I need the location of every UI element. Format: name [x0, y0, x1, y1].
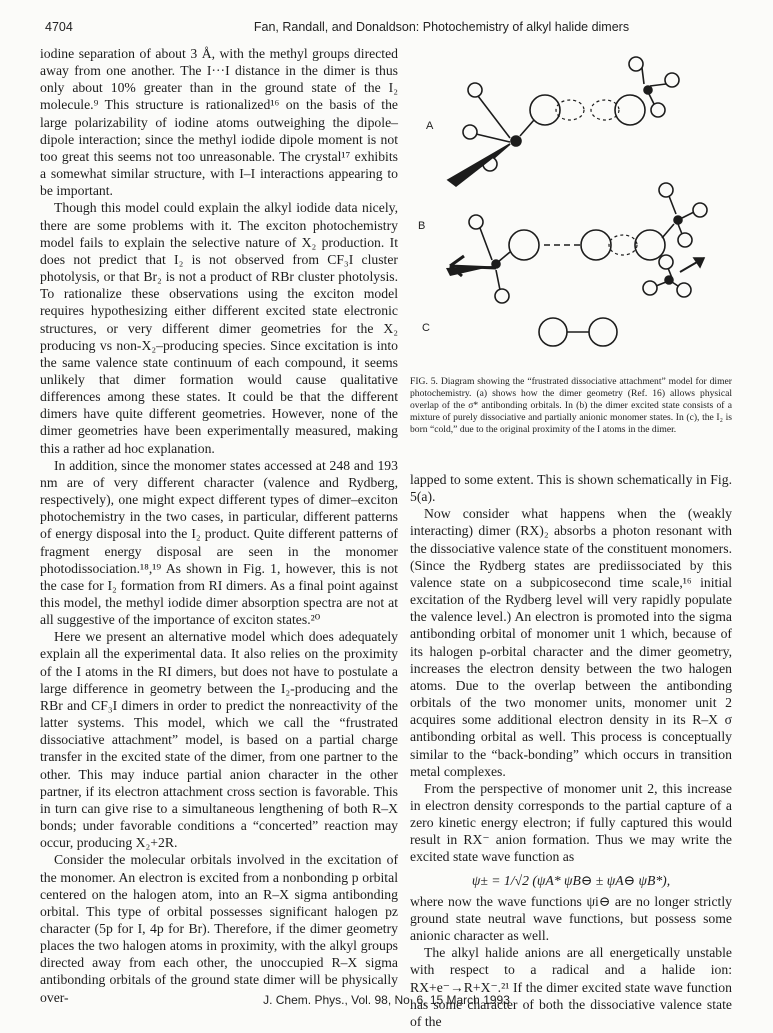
panel-b-molecules	[446, 183, 707, 303]
paragraph: Consider the molecular orbitals involved in the excitation of the monomer. An electron is excited from a nonbonding p orbital centered on the halogen atom, into an R–X sigma antibonding orbital. This type of orbital possesses significant halogen pz character (5p for I, 4p for Br). Therefore, if the dimer geometry places the two halogen atoms in proximity, with the alkyl groups directed away from each other, the unoccupied R–X sigma antibonding orbitals of the ground state dimer will be physically over-	[40, 852, 398, 1005]
panel-a-molecules	[448, 57, 679, 186]
paragraph: Here we present an alternative model which does adequately explain all the experimental data. It also relies on the proximity of the I atoms in the RI dimers, but does not have to postulate a large difference in geometry between the I₂-producing and the RBr and CF₃I dimers in order to predict the nonreactivity of the latter systems. This model, which we call the “frustrated dissociative attachment” model, is based on a partial charge transfer in the excited state of the dimer, from one partner to the other. This may induce partial anion character in the other partner, if its electron attachment cross section is favorable. This in turn can give rise to a simultaneous lengthening of both R–X bonds; under favorable conditions a “concerted” reaction may occur, producing X₂+2R.	[40, 629, 398, 851]
running-title: Fan, Randall, and Donaldson: Photochemistry of alkyl halide dimers	[253, 20, 630, 34]
paragraph: From the perspective of monomer unit 2, this increase in electron density corresponds to the partial capture of a zero kinetic energy electron; if fully captured this would result in RX⁻ anion formation. Thus we may write the excited state wave function as	[410, 780, 732, 865]
paragraph: Now consider what happens when the (weakly interacting) dimer (RX)₂ absorbs a photon resonant with the dissociative valence state of the constituent monomers. (Since the Rydberg states are prediissociated by this valence state on a subpicosecond time scale,¹⁶ initial excitation of the Rydberg level will very rapidly populate the valence level.) An electron is promoted into the sigma antibonding orbital of monomer unit 1 which, because of its halogen p-orbital character and the dimer geometry, increases the electron density between the two halogen atoms. Due to the overlap between the antibonding orbitals of the two monomer units, monomer unit 2 acquires some additional electron density in its R–X σ antibonding orbital as well. This process is conceptually similar to the “back-bonding” which occurs in transition metal complexes.	[410, 506, 732, 779]
right-column	[410, 471, 732, 1030]
paragraph: Though this model could explain the alkyl iodide data nicely, there are some problems with it. The exciton photochemistry model fails to explain the selective nature of X₂ production. It does not predict that I₂ is not observed from CF₃I cluster photolysis, or that Br₂ is not a product of RBr cluster photolysis. To rationalize these observations using the exciton model requires hypothesizing either different excited state electronic structures, or very different dimer geometries for the X₂ producing vs non-X₂–producing species. Since excitation is into the same valence state continuum of each compound, it seems unlikely that dimer formation would cause qualitative differences among these states. It could be that the different dimers have quite different geometries. However, none of the dimer geometries have been experimentally measured, making this a rather ad hoc explanation.	[40, 200, 398, 456]
paragraph: In addition, since the monomer states accessed at 248 and 193 nm are of very different character (valence and Rydberg, respectively), one might expect different types of dimer–exciton photochemistry in the two cases, in particular, different patterns of energy disposal into the I₂ product. Quite different patterns of fragment energy disposal are seen in the monomer photodissociation.¹⁸,¹⁹ As shown in Fig. 1, however, this is not the case for I₂ formation from RI dimers. As a final point against this model, the methyl iodide dimer absorption spectra are not at all suggestive of the importance of exciton states.²⁰	[40, 457, 398, 628]
figure-label-b: B	[418, 220, 426, 232]
paragraph: The alkyl halide anions are all energetically unstable with respect to a radical and a halide ion: RX+e⁻→R+X⁻.²¹ If the dimer excited state wave function has some character of both the dissociative valence state of the	[410, 945, 732, 1029]
journal-citation: J. Chem. Phys., Vol. 98, No. 6, 15 March 1993	[263, 993, 510, 1007]
page-number: 4704	[45, 20, 73, 34]
figure-label-a: A	[426, 120, 434, 132]
figure-5	[410, 40, 740, 365]
figure-label-c: C	[422, 322, 430, 334]
figure-caption: FIG. 5. Diagram showing the “frustrated dissociative attachment” model for dimer photochemistry. (a) shows how the dimer geometry (Ref. 16) allows physical overlap of the σ* antibonding orbitals. In (b) the dimer excited state consists of a mixture of purely dissociative and partially anionic monomer states. In (c), the I₂ is born “cold,” due to the original proximity of the I atoms in the dimer.	[410, 376, 732, 435]
paragraph: iodine separation of about 3 Å, with the methyl groups directed away from one another. The I···I distance in the dimer is thus only about 10% greater than in the ground state of the I₂ molecule.⁹ This structure is rationalized¹⁶ on the basis of the large polarizability of iodine atoms outweighing the dipole–dipole interaction; since the methyl iodide dipole moment is not too great this seems not too unreasonable. The crystal¹⁷ exhibits a somewhat similar structure, with I–I interactions appearing to be important.	[40, 46, 398, 199]
paragraph: where now the wave functions ψi⊖ are no longer strictly ground state neutral wave functions, but possess some anionic character as well.	[410, 893, 732, 944]
left-column	[40, 45, 398, 1006]
panel-c-molecules	[539, 255, 704, 346]
equation: ψ± = 1/√2 (ψA* ψB⊖ ± ψA⊖ ψB*),	[471, 872, 671, 888]
dimer-diagram	[410, 40, 740, 365]
paragraph: lapped to some extent. This is shown schematically in Fig. 5(a).	[410, 472, 732, 505]
